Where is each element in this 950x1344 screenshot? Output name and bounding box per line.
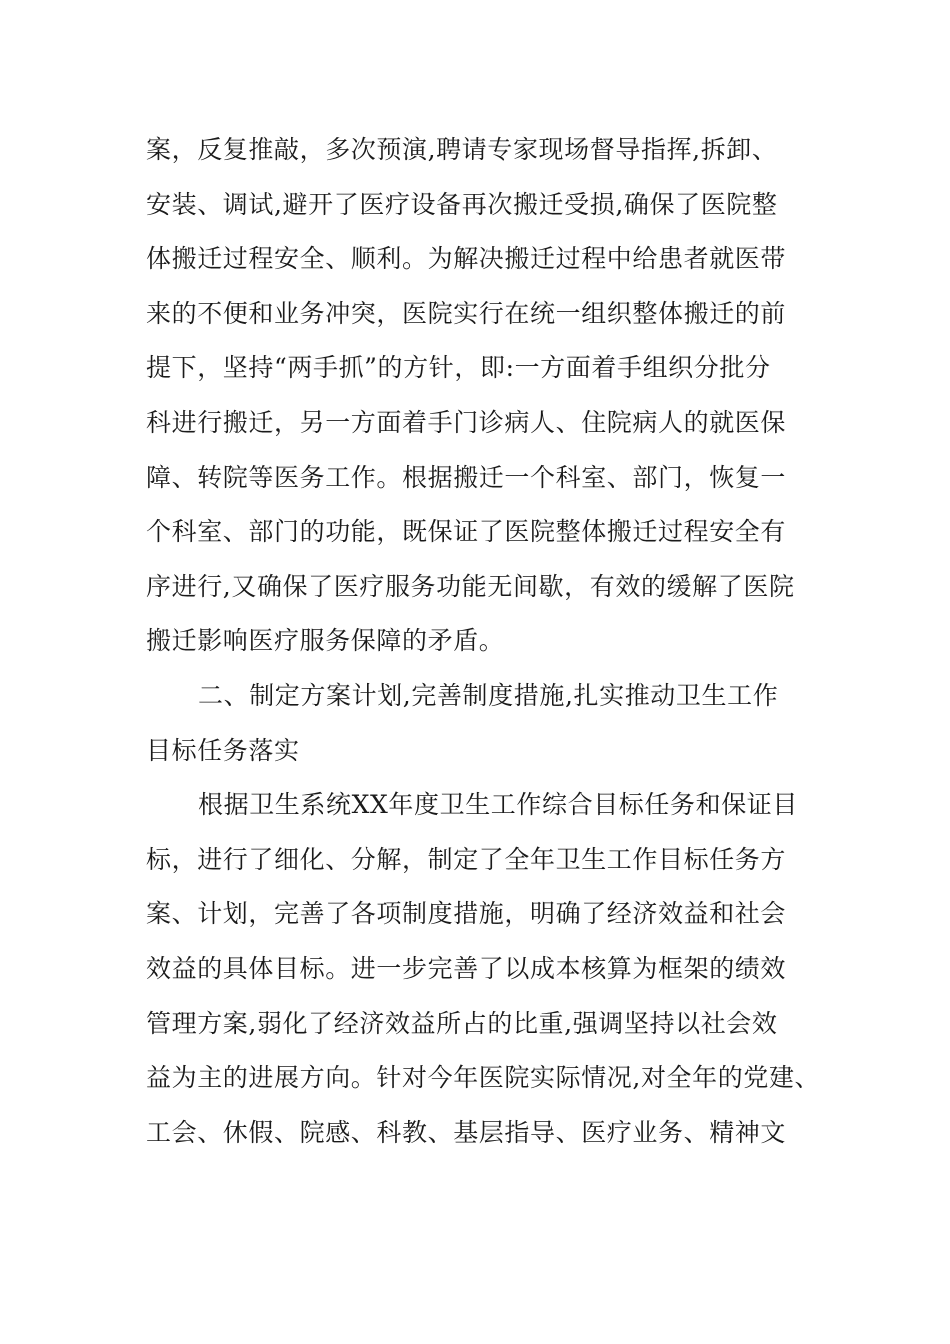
body-line: 序进行,又确保了医疗服务功能无间歇，有效的缓解了医院 (146, 571, 795, 601)
section-heading-continued: 目标任务落实 (146, 735, 300, 765)
body-line: 个科室、部门的功能，既保证了医院整体搬迁过程安全有 (146, 517, 787, 547)
body-line: 标，进行了细化、分解，制定了全年卫生工作目标任务方 (146, 844, 787, 874)
body-line: 案、计划，完善了各项制度措施，明确了经济效益和社会 (146, 899, 787, 929)
body-line: 提下，坚持“两手抓”的方针，即:一方面着手组织分批分 (146, 353, 771, 383)
section-heading: 二、制定方案计划,完善制度措施,扎实推动卫生工作 (198, 680, 779, 710)
body-line: 益为主的进展方向。针对今年医院实际情况,对全年的党建、 (146, 1063, 821, 1093)
body-line: 来的不便和业务冲突，医院实行在统一组织整体搬迁的前 (146, 298, 787, 328)
body-line: 管理方案,弱化了经济效益所占的比重,强调坚持以社会效 (146, 1008, 778, 1038)
body-line: 障、转院等医务工作。根据搬迁一个科室、部门，恢复一 (146, 462, 787, 492)
document-body (146, 123, 826, 1160)
body-line: 根据卫生系统XX年度卫生工作综合目标任务和保证目 (198, 790, 798, 820)
body-line: 体搬迁过程安全、顺利。为解决搬迁过程中给患者就医带 (146, 244, 787, 274)
body-line: 安装、调试,避开了医疗设备再次搬迁受损,确保了医院整 (146, 189, 778, 219)
body-line: 效益的具体目标。进一步完善了以成本核算为框架的绩效 (146, 953, 787, 983)
body-line: 搬迁影响医疗服务保障的矛盾。 (146, 626, 505, 656)
body-line: 工会、休假、院感、科教、基层指导、医疗业务、精神文 (146, 1117, 787, 1147)
body-line: 科进行搬迁，另一方面着手门诊病人、住院病人的就医保 (146, 407, 787, 437)
body-line: 案，反复推敲，多次预演,聘请专家现场督导指挥,拆卸、 (146, 135, 778, 164)
